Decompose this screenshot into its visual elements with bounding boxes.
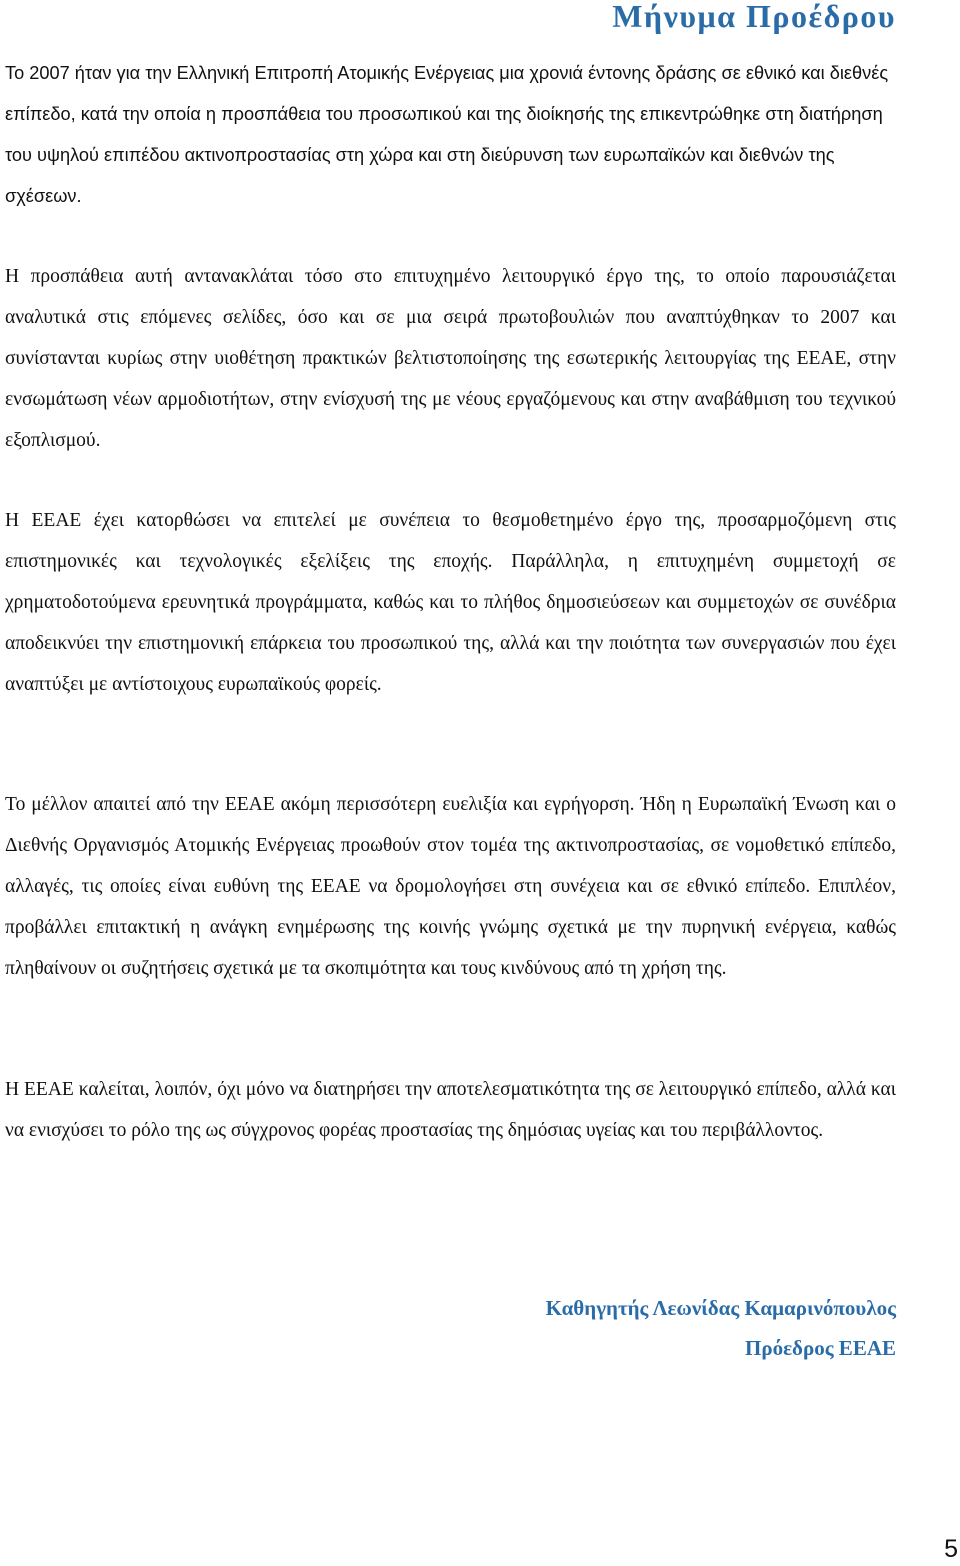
paragraph-achievements: Η ΕΕΑΕ έχει κατορθώσει να επιτελεί με συνέπεια το θεσμοθετημένο έργο της, προσαρμοζόμενη στις επιστημονικές και τεχνολογικές εξελίξεις της εποχής. Παράλληλα, η επιτυχημένη συμμετοχή σε χρηματοδοτούμενα ερευνητικά προγράμματα, καθώς και το πλήθος δημοσιεύσεων και συμμετοχών σε συνέδρια αποδεικνύει την επιστημονική επάρκεια του προσωπικού της, αλλά και την ποιότητα των συνεργασιών που έχει αναπτύξει με αντίστοιχους ευρωπαϊκούς φορείς. xyxy=(5,510,896,695)
page-title: Μήνυμα Προέδρου xyxy=(612,0,896,34)
paragraph-conclusion: Η ΕΕΑΕ καλείται, λοιπόν, όχι μόνο να διατηρήσει την αποτελεσματικότητα της σε λειτουργικό επίπεδο, αλλά και να ενισχύσει το ρόλο της ως σύγχρονος φορέας προστασίας της δημόσιας υγείας και του περιβάλλοντος. xyxy=(5,1079,896,1141)
paragraph-efforts: Η προσπάθεια αυτή αντανακλάται τόσο στο επιτυχημένο λειτουργικό έργο της, το οποίο παρουσιάζεται αναλυτικά στις επόμενες σελίδες, όσο και σε μια σειρά πρωτοβουλιών που αναπτύχθηκαν το 2007 και συνίστανται κυρίως στην υιοθέτηση πρακτικών βελτιστοποίησης της εσωτερικής λειτουργίας της ΕΕΑΕ, στην ενσωμάτωση νέων αρμοδιοτήτων, στην ενίσχυσή της με νέους εργαζόμενους και στην αναβάθμιση του τεχνικού εξοπλισμού. xyxy=(5,266,896,451)
paragraph-intro: Το 2007 ήταν για την Ελληνική Επιτροπή Ατομικής Ενέργειας μια χρονιά έντονης δράσης σε εθνικό και διεθνές επίπεδο, κατά την οποία η προσπάθεια του προσωπικού και της διοίκησής της επικεντρώθηκε στη διατήρηση του υψηλού επιπέδου ακτινοπροστασίας στη χώρα και στη διεύρυνση των ευρωπαϊκών και διεθνών της σχέσεων. xyxy=(5,63,889,206)
signature-role: Πρόεδρος ΕΕΑΕ xyxy=(745,1336,896,1360)
signature-name: Καθηγητής Λεωνίδας Καμαρινόπουλος xyxy=(545,1296,896,1320)
paragraph-future: Το μέλλον απαιτεί από την ΕΕΑΕ ακόμη περισσότερη ευελιξία και εγρήγορση. Ήδη η Ευρωπαϊκή Ένωση και ο Διεθνής Οργανισμός Ατομικής Ενέργειας προωθούν στον τομέα της ακτινοπροστασίας, σε νομοθετικό επίπεδο, αλλαγές, τις οποίες είναι ευθύνη της ΕΕΑΕ να δρομολογήσει στη συνέχεια και σε εθνικό επίπεδο. Επιπλέον, προβάλλει επιτακτική η ανάγκη ενημέρωσης της κοινής γνώμης σχετικά με την πυρηνική ενέργεια, καθώς πληθαίνουν οι συζητήσεις σχετικά με τα σκοπιμότητα και τους κινδύνους από τη χρήση της. xyxy=(5,794,896,979)
page-number: 5 xyxy=(944,1535,958,1563)
